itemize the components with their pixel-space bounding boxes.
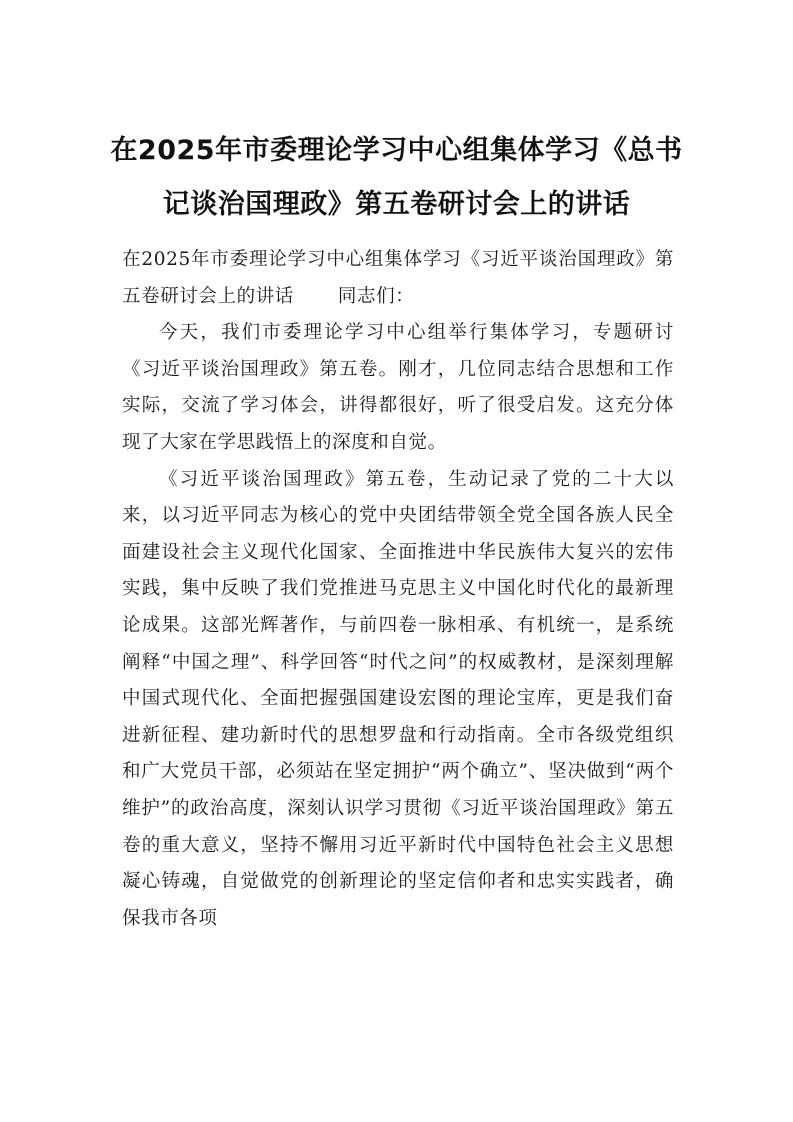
document-body xyxy=(122,242,674,937)
greeting: 同志们： xyxy=(337,285,415,307)
subtitle-line xyxy=(122,242,674,315)
document-title: 在2025年市委理论学习中心组集体学习《总书记谈治国理政》第五卷研讨会上的讲话 xyxy=(110,135,683,220)
paragraph-1: 今天，我们市委理论学习中心组举行集体学习，专题研讨《习近平谈治国理政》第五卷。刚才，几位同志结合思想和工作实际，交流了学习体会，讲得都很好，听了很受启发。这充分体现了大家在学思践悟上的深度和自觉。 xyxy=(122,322,674,453)
document-subtitle: 在2025年市委理论学习中心组集体学习《习近平谈治国理政》第五卷研讨会上的讲话 xyxy=(122,249,674,307)
paragraph-2: 《习近平谈治国理政》第五卷，生动记录了党的二十大以来，以习近平同志为核心的党中央团结带领全党全国各族人民全面建设社会主义现代化国家、全面推进中华民族伟大复兴的宏伟实践，集中反映了我们党推进马克思主义中国化时代化的最新理论成果。这部光辉著作，与前四卷一脉相承、有机统一，是系统阐释“中国之理”、科学回答“时代之问”的权威教材，是深刻理解中国式现代化、全面把握强国建设宏图的理论宝库，更是我们奋进新征程、建功新时代的思想罗盘和行动指南。全市各级党组织和广大党员干部，必须站在坚定拥护“两个确立”、坚决做到“两个维护”的政治高度，深刻认识学习贯彻《习近平谈治国理政》第五卷的重大意义，坚持不懈用习近平新时代中国特色社会主义思想凝心铸魂，自觉做党的创新理论的坚定信仰者和忠实实践者，确保我市各项 xyxy=(122,468,674,929)
